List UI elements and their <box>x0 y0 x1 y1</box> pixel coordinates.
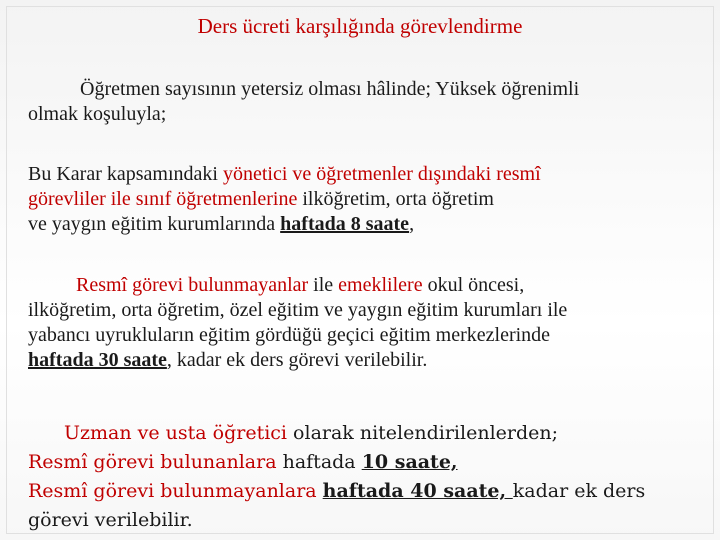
highlighted-text: Resmî görevi bulunanlara <box>28 451 277 473</box>
text-run: . <box>186 509 193 531</box>
paragraph-1-line-1: Öğretmen sayısının yetersiz olması hâlinde; Yüksek öğrenimli <box>80 78 580 100</box>
text-run: okul öncesi, <box>422 274 525 296</box>
emphasized-text: haftada 8 saate <box>280 213 410 235</box>
text-run: Bu Karar kapsamındaki <box>28 163 223 185</box>
paragraph-3-line-2: ilköğretim, orta öğretim, özel eğitim ve yaygın eğitim kurumları ile <box>28 299 568 321</box>
paragraph-1 <box>28 77 698 127</box>
paragraph-2 <box>28 162 698 237</box>
text-run: haftada <box>276 451 362 473</box>
paragraph-4-line-2 <box>28 448 698 477</box>
text-run: ve yaygın eğitim kurumlarında <box>28 213 281 235</box>
paragraph-3-line-4 <box>28 348 698 373</box>
highlighted-text: görevliler ile sınıf öğretmenlerine <box>28 188 298 210</box>
text-run: , kadar ek ders görevi verilebilir. <box>166 349 428 371</box>
paragraph-1-line-2: olmak koşuluyla; <box>28 103 167 125</box>
highlighted-text: Resmî görevi bulunmayanlara <box>28 480 317 502</box>
highlighted-text: Uzman ve usta öğretici <box>64 422 288 444</box>
emphasized-text: haftada 30 saate <box>28 349 167 371</box>
text-run: ilköğretim, orta öğretim <box>297 188 494 210</box>
highlighted-text: yönetici ve öğretmenler dışındaki resmî <box>222 163 541 185</box>
paragraph-4-line-1 <box>28 419 698 448</box>
paragraph-2-line-3 <box>28 212 698 237</box>
paragraph-4-line-4 <box>28 506 698 535</box>
text-run: ile <box>308 274 339 296</box>
text-run: olarak nitelendirilenlerden; <box>287 422 559 444</box>
paragraph-3 <box>28 273 698 373</box>
emphasized-text: haftada 40 saate, <box>322 480 513 502</box>
emphasized-text: 10 saate, <box>361 451 458 473</box>
paragraph-4-line-3 <box>28 477 698 506</box>
paragraph-3-line-3: yabancı uyrukluların eğitim gördüğü geçici eğitim merkezlerinde <box>28 324 551 346</box>
text-run: görevi verilebilir <box>28 509 187 531</box>
paragraph-2-line-1 <box>28 162 698 187</box>
highlighted-text: emeklilere <box>338 274 423 296</box>
slide-title: Ders ücreti karşılığında görevlendirme <box>197 14 523 38</box>
text-run: , <box>409 213 415 235</box>
paragraph-3-line-1 <box>28 273 698 298</box>
paragraph-4 <box>28 419 698 535</box>
highlighted-text: Resmî görevi bulunmayanlar <box>76 274 309 296</box>
text-run: kadar ek ders <box>512 480 646 502</box>
paragraph-2-line-2 <box>28 187 698 212</box>
